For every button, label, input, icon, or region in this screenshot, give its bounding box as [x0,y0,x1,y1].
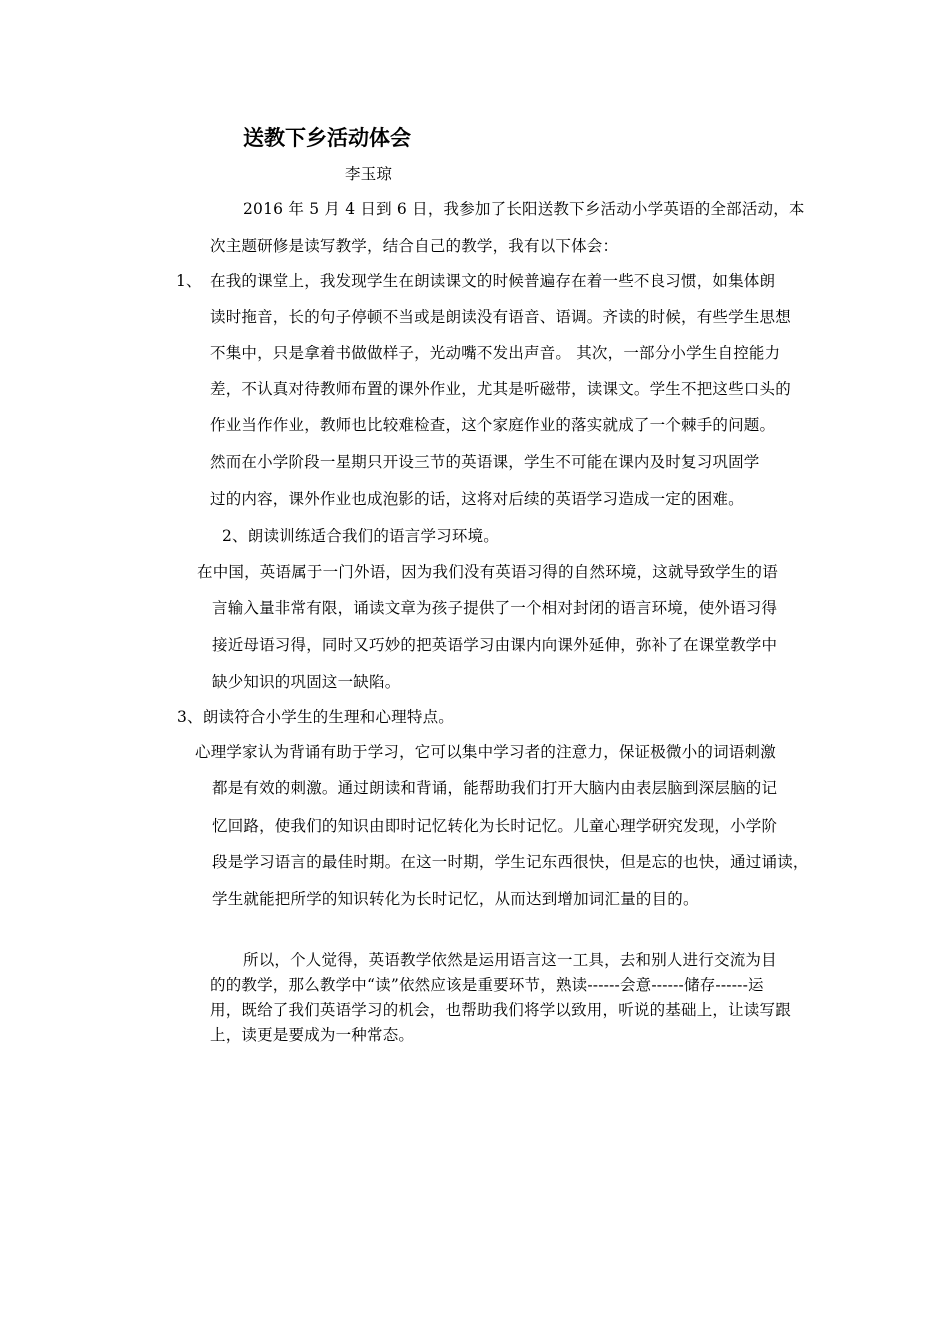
section-1-line: 不集中，只是拿着书做做样子，光动嘴不发出声音。 其次，一部分小学生自控能力 [210,344,781,362]
section-1-number: 1、 [176,272,202,290]
section-2-line: 言输入量非常有限，诵读文章为孩子提供了一个相对封闭的语言环境，使外语习得 [212,599,778,617]
section-3-line: 都是有效的刺激。通过朗读和背诵，能帮助我们打开大脑内由表层脑到深层脑的记 [212,779,778,797]
section-1-line: 过的内容，课外作业也成泡影的话，这将对后续的英语学习造成一定的困难。 [210,490,744,508]
section-1-line: 然而在小学阶段一星期只开设三节的英语课，学生不可能在课内及时复习巩固学 [210,453,760,471]
section-1-line: 在我的课堂上，我发现学生在朗读课文的时候普遍存在着一些不良习惯，如集体朗 [210,272,776,290]
section-2-line: 缺少知识的巩固这一缺陷。 [212,673,401,691]
conclusion-line: 所以，个人觉得，英语教学依然是运用语言这一工具，去和别人进行交流为目 [243,951,777,969]
conclusion-line: 的的教学，那么教学中“读”依然应该是重要环节，熟读------会意------储存------运 [210,976,764,994]
section-2-line: 在中国，英语属于一门外语，因为我们没有英语习得的自然环境，这就导致学生的语 [197,563,778,581]
author-name: 李玉琼 [345,165,393,183]
section-3-line: 忆回路，使我们的知识由即时记忆转化为长时记忆。儿童心理学研究发现，小学阶 [212,817,778,835]
section-2-heading: 2、朗读训练适合我们的语言学习环境。 [222,527,499,545]
intro-line: 次主题研修是读写教学，结合自己的教学，我有以下体会： [210,237,619,255]
section-3-heading: 3、朗读符合小学生的生理和心理特点。 [177,708,454,726]
section-2-line: 接近母语习得，同时又巧妙的把英语学习由课内向课外延伸，弥补了在课堂教学中 [212,636,778,654]
section-1-line: 差，不认真对待教师布置的课外作业，尤其是听磁带，读课文。学生不把这些口头的 [210,380,791,398]
section-3-line: 学生就能把所学的知识转化为长时记忆，从而达到增加词汇量的目的。 [212,890,699,908]
intro-line: 2016 年 5 月 4 日到 6 日，我参加了长阳送教下乡活动小学英语的全部活动，本 [243,200,805,218]
section-3-line: 心理学家认为背诵有助于学习，它可以集中学习者的注意力，保证极微小的词语刺激 [195,743,776,761]
document-title: 送教下乡活动体会 [243,126,411,150]
section-1-line: 作业当作作业，教师也比较难检查，这个家庭作业的落实就成了一个棘手的问题。 [210,416,776,434]
conclusion-line: 上，读更是要成为一种常态。 [210,1026,415,1044]
conclusion-line: 用，既给了我们英语学习的机会，也帮助我们将学以致用，听说的基础上，让读写跟 [210,1001,791,1019]
section-3-line: 段是学习语言的最佳时期。在这一时期，学生记东西很快，但是忘的也快，通过诵读， [212,853,809,871]
section-1-line: 读时拖音，长的句子停顿不当或是朗读没有语音、语调。齐读的时候，有些学生思想 [210,308,791,326]
